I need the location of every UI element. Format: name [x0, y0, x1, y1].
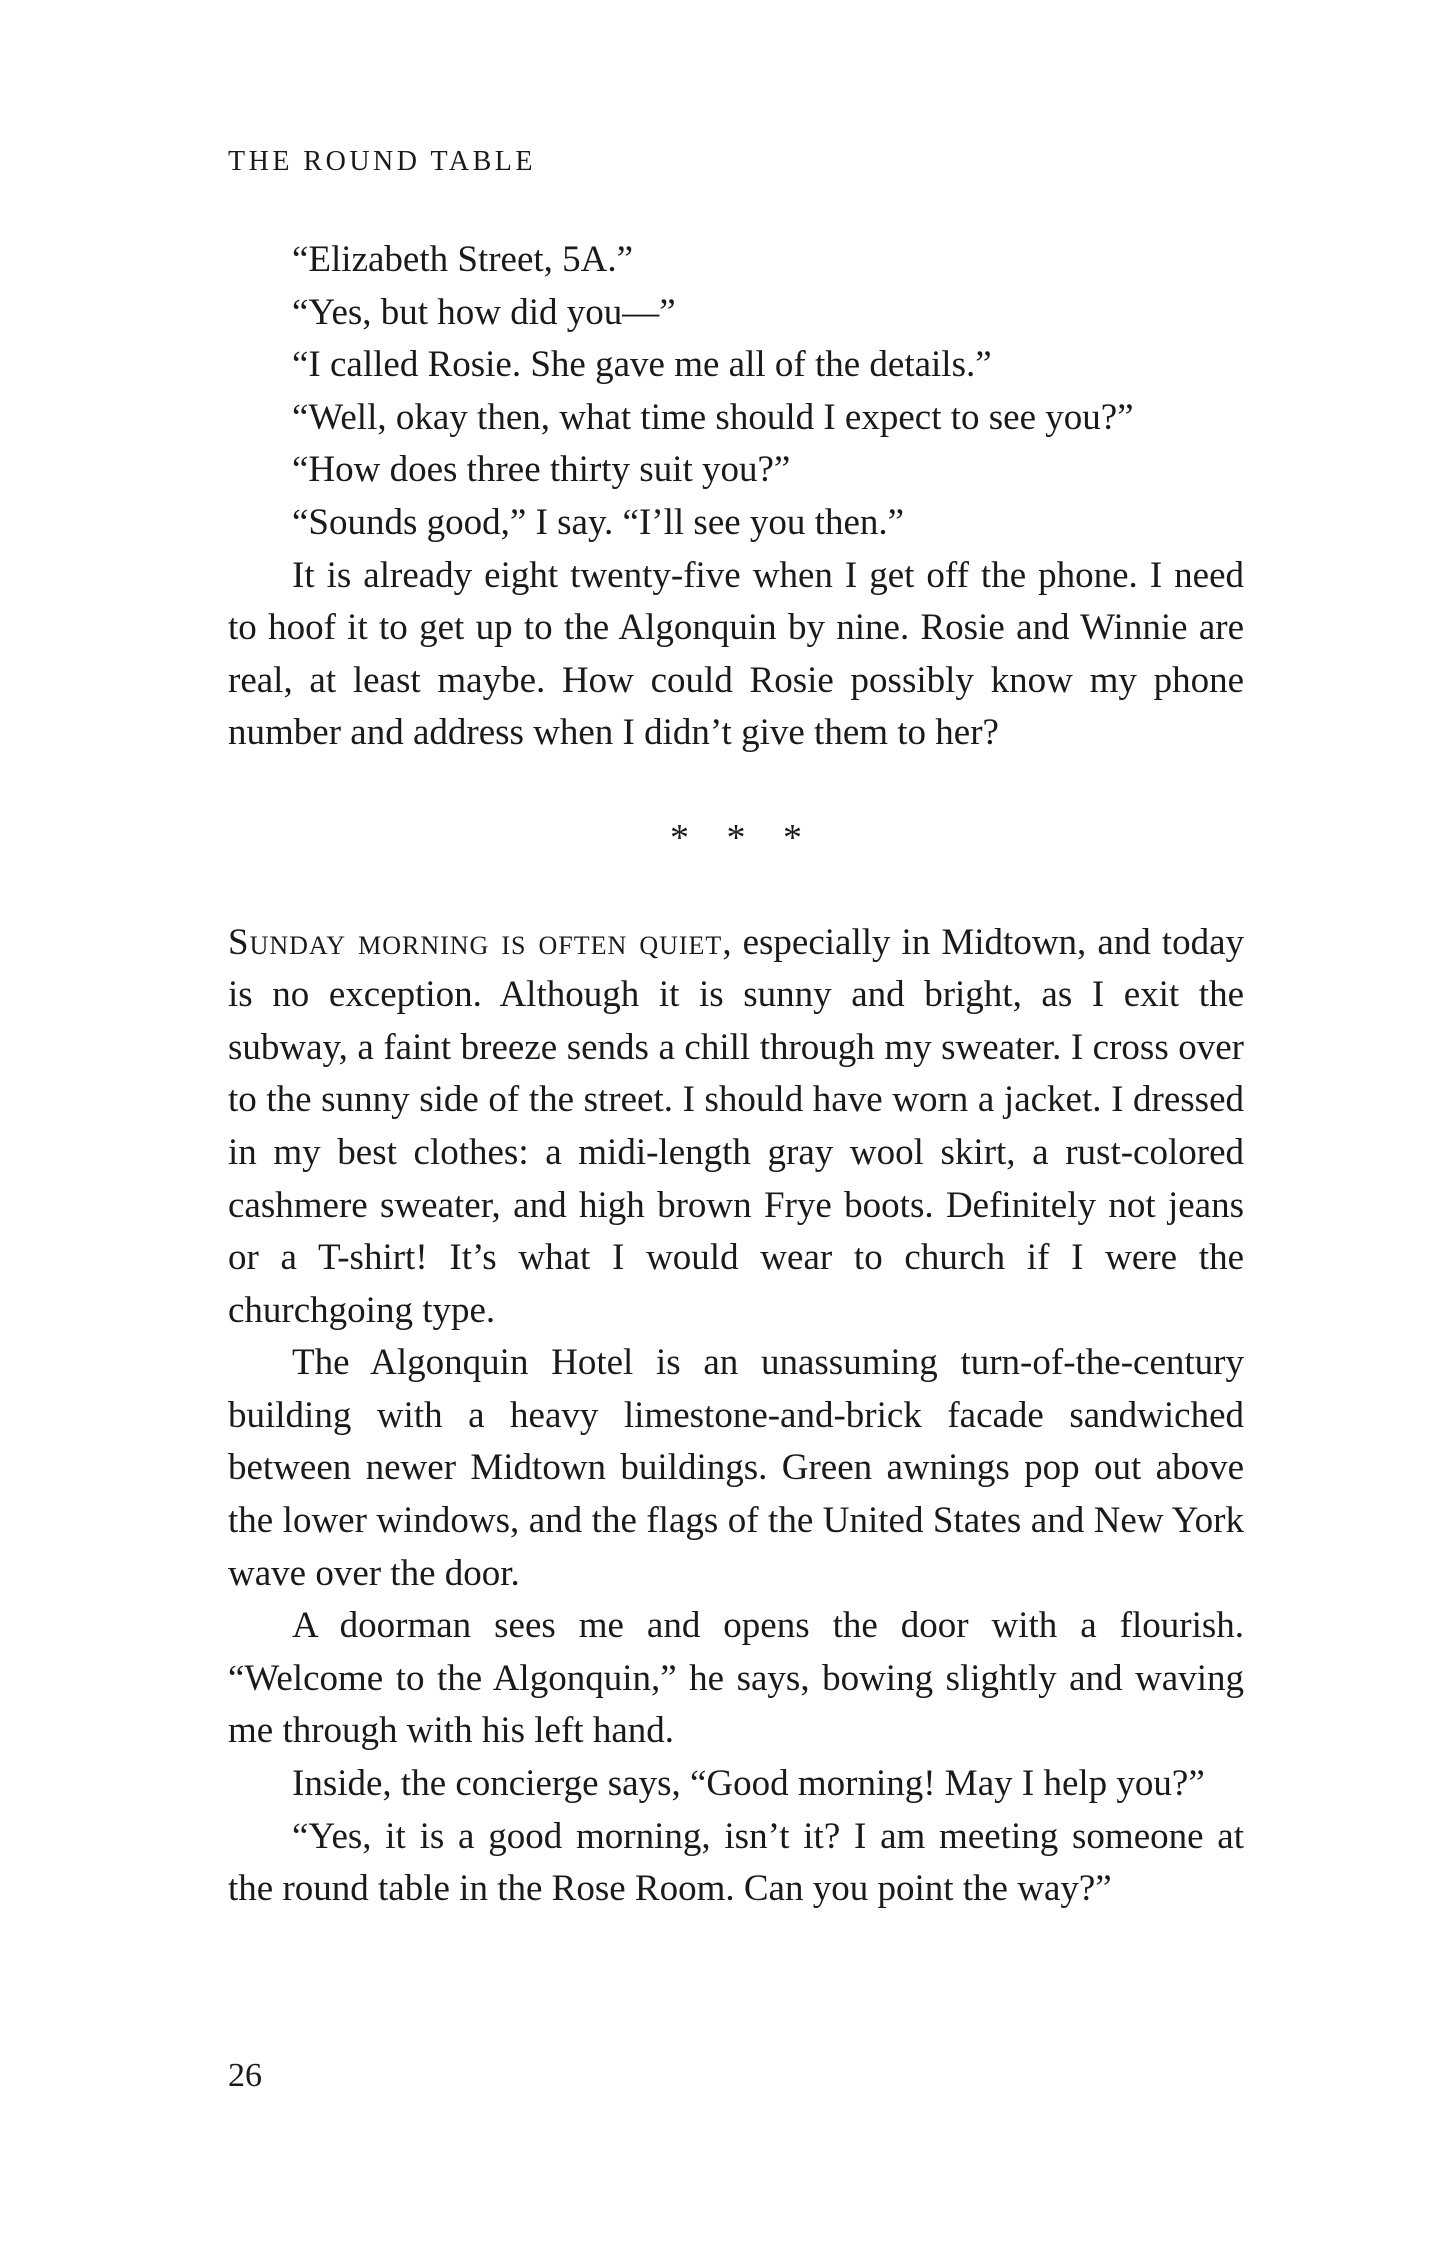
- dialogue-line: “Elizabeth Street, 5A.”: [292, 239, 634, 280]
- dialogue-line: “How does three thirty suit you?”: [292, 449, 791, 491]
- paragraph: It is already eight twenty-five when I get off the phone. I need to hoof it to get up to the Algonquin by nine. Rosie and Winnie are real, at least maybe. How could Rosie possibly know my phone number and address when I didn’t give them to her?: [228, 554, 1244, 754]
- paragraph: A doorman sees me and opens the door with a flourish. “Welcome to the Algonquin,” he says, bowing slightly and waving me through with his left hand.: [228, 1605, 1244, 1752]
- dialogue-line: “Yes, but how did you—”: [292, 291, 676, 333]
- running-head: THE ROUND TABLE: [228, 146, 536, 177]
- dialogue-line: “Well, okay then, what time should I expect to see you?”: [292, 396, 1134, 438]
- paragraph: “Yes, it is a good morning, isn’t it? I am meeting someone at the round table in the Rose Room. Can you point the way?”: [228, 1815, 1244, 1910]
- section-first-paragraph-text: , especially in Midtown, and today is no exception. Although it is sunny and bright, as I exit the subway, a faint breeze sends a chill through my sweater. I cross over to the sunny side of the street. I should have worn a jacket. I dressed in my best clothes: a midi-length gray wool skirt, a rust-colored cashmere sweater, and high brown Frye boots. Definitely not jeans or a T-shirt! It’s what I would wear to church if I were the churchgoing type.: [228, 921, 1244, 1331]
- section-first-paragraph: [228, 917, 1244, 1338]
- dialogue-line: “I called Rosie. She gave me all of the details.”: [292, 344, 992, 386]
- book-page: [228, 138, 1244, 1916]
- page-number: 26: [228, 2057, 262, 2094]
- dialogue-line: “Sounds good,” I say. “I’ll see you then.”: [292, 501, 905, 543]
- section-lead-in: Sunday morning is often quiet: [228, 921, 723, 963]
- scene-break: * * *: [670, 816, 816, 859]
- paragraph: The Algonquin Hotel is an unassuming turn-of-the-century building with a heavy limestone-and-brick facade sandwiched between newer Midtown buildings. Green awnings pop out above the lower windows, and the flags of the United States and New York wave over the door.: [228, 1342, 1244, 1594]
- body-text: [228, 234, 1244, 1916]
- paragraph: Inside, the concierge says, “Good morning! May I help you?”: [292, 1763, 1205, 1805]
